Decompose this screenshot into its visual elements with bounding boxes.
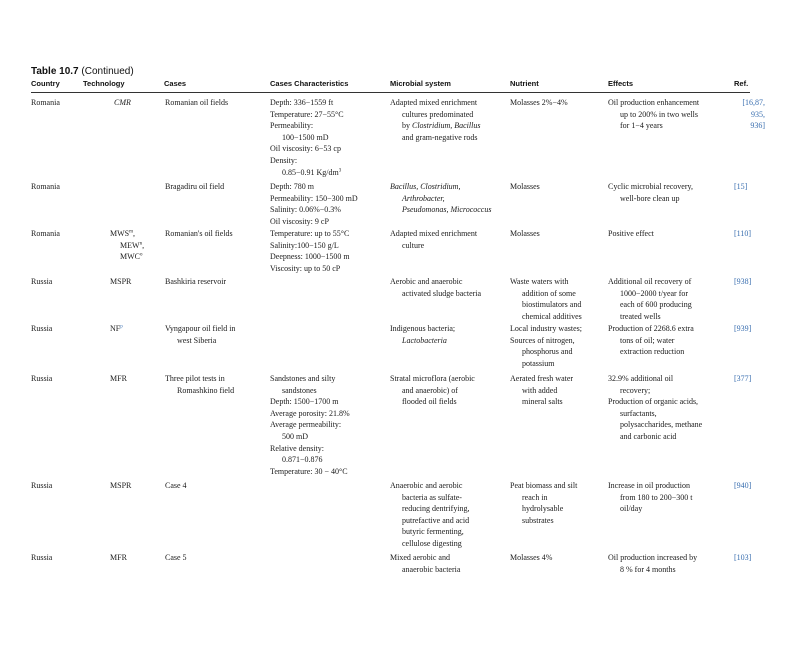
cell-nutrient: Molasses xyxy=(510,229,540,238)
cell-case: Bragadiru oil field xyxy=(165,182,225,191)
cell-ref[interactable]: [938] xyxy=(734,277,752,286)
cell-country: Romania xyxy=(31,98,60,107)
cell-microbial: Anaerobic and aerobic bacteria as sulfate- reducing dentrifying, putrefactive and acid butyric fermenting, cellulose digesting xyxy=(390,481,470,548)
cell-microbial: Indigenous bacteria; Lactobacteria xyxy=(390,324,456,345)
cell-effects: Additional oil recovery of 1000−2000 t/year for each of 600 producing treated wells xyxy=(608,277,692,321)
cell-case: Bashkiria reservoir xyxy=(165,277,227,286)
cell-nutrient: Peat biomass and silt reach in hydrolysable substrates xyxy=(510,481,578,525)
cell-characteristics: Sandstones and silty sandstones Depth: 1500−1700 m Average porosity: 21.8% Average permeability: 500 mD Relative density: 0.871−0.876 Temperature: 30 − 40°C xyxy=(270,374,350,476)
header-nutrient: Nutrient xyxy=(510,79,539,88)
cell-nutrient: Molasses 4% xyxy=(510,553,553,562)
table-header xyxy=(31,79,779,93)
cell-country: Russia xyxy=(31,277,53,286)
cell-microbial: Bacillus, Clostridium, Arthrobacter, Pseudomonas, Micrococcus xyxy=(390,182,492,215)
header-characteristics: Cases Characteristics xyxy=(270,79,349,88)
cell-case: Case 5 xyxy=(165,553,187,562)
header-ref: Ref. xyxy=(734,79,749,88)
cell-nutrient: Aerated fresh water with added mineral salts xyxy=(510,374,574,407)
cell-country: Russia xyxy=(31,553,53,562)
cell-technology: MFR xyxy=(110,374,127,383)
cell-technology: MFR xyxy=(110,553,127,562)
cell-ref[interactable]: [110] xyxy=(734,229,752,238)
table-continued: (Continued) xyxy=(81,66,134,77)
header-microbial: Microbial system xyxy=(390,79,451,88)
cell-technology: NF$^p$ xyxy=(110,324,123,333)
cell-case: Three pilot tests in Romashkino field xyxy=(165,374,235,395)
header-technology: Technology xyxy=(83,79,125,88)
cell-technology: CMR xyxy=(114,98,131,107)
cell-microbial: Adapted mixed enrichment cultures predominated by Clostridium, Bacillus and gram-negative rods xyxy=(390,98,481,142)
cell-technology: MWS$^m$, MEW$^n$, MWC$^o$ xyxy=(110,229,145,262)
header-country: Country xyxy=(31,79,60,88)
cell-case: Case 4 xyxy=(165,481,187,490)
cell-technology: MSPR xyxy=(110,481,132,490)
cell-effects: Increase in oil production from 180 to 200−300 t oil/day xyxy=(608,481,693,514)
cell-nutrient: Molasses xyxy=(510,182,540,191)
table-title xyxy=(31,66,134,77)
cell-microbial: Adapted mixed enrichment culture xyxy=(390,229,478,250)
cell-characteristics: Temperature: up to 55°C Salinity:100−150 g/L Deepness: 1000−1500 m Viscosity: up to 50 cP xyxy=(270,229,350,273)
header-effects: Effects xyxy=(608,79,634,88)
cell-effects: Oil production increased by 8 % for 4 months xyxy=(608,553,698,574)
cell-effects: Cyclic microbial recovery, well-bore clean up xyxy=(608,182,693,203)
cell-ref[interactable]: [15] xyxy=(734,182,748,191)
cell-ref[interactable]: [377] xyxy=(734,374,752,383)
cell-microbial: Stratal microflora (aerobic and anaerobic) of flooded oil fields xyxy=(390,374,475,407)
cell-effects: Positive effect xyxy=(608,229,654,238)
cell-ref[interactable]: [939] xyxy=(734,324,752,333)
cell-ref[interactable]: [103] xyxy=(734,553,752,562)
cell-country: Russia xyxy=(31,481,53,490)
cell-characteristics: Depth: 780 m Permeability: 150−300 mD Salinity: 0.06%−0.3% Oil viscosity: 9 cP xyxy=(270,182,358,226)
cell-nutrient: Local industry wastes; Sources of nitrogen, phosphorus and potassium xyxy=(510,324,582,368)
cell-effects: 32.9% additional oil recovery; Production of organic acids, surfactants, polysaccharides, methane and carbonic acid xyxy=(608,374,703,441)
cell-microbial: Mixed aerobic and anaerobic bacteria xyxy=(390,553,461,574)
cell-effects: Production of 2268.6 extra tons of oil; water extraction reduction xyxy=(608,324,694,357)
cell-technology: MSPR xyxy=(110,277,132,286)
cell-effects: Oil production enhancement up to 200% in two wells for 1−4 years xyxy=(608,98,700,131)
cell-microbial: Aerobic and anaerobic activated sludge bacteria xyxy=(390,277,482,298)
cell-ref[interactable]: [940] xyxy=(734,481,752,490)
header-rule xyxy=(31,92,750,93)
cell-characteristics: Depth: 336−1559 ft Temperature: 27−55°C Permeability: 100−1500 mD Oil viscosity: 6−53 cp Density: 0.85−0.91 $Kg/dm^3$ xyxy=(270,98,344,177)
cell-ref[interactable]: [16,87, 935, 936] xyxy=(742,98,765,131)
cell-nutrient: Molasses 2%−4% xyxy=(510,98,568,107)
cell-country: Romania xyxy=(31,182,60,191)
cell-case: Vyngapour oil field in west Siberia xyxy=(165,324,236,345)
cell-case: Romanian's oil fields xyxy=(165,229,233,238)
cell-country: Russia xyxy=(31,324,53,333)
cell-country: Romania xyxy=(31,229,60,238)
cell-country: Russia xyxy=(31,374,53,383)
cell-nutrient: Waste waters with addition of some biostimulators and chemical additives xyxy=(510,277,582,321)
header-cases: Cases xyxy=(164,79,187,88)
table-number: Table 10.7 xyxy=(31,66,79,77)
cell-case: Romanian oil fields xyxy=(165,98,229,107)
